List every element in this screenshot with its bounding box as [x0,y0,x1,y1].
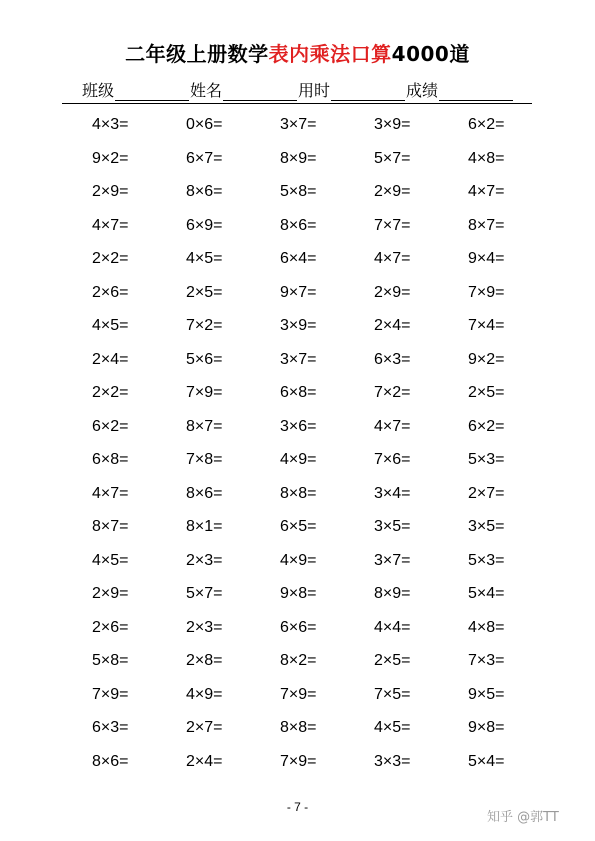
problem-item: 9×5= [468,685,505,703]
problem-item: 3×5= [374,518,411,535]
problem-item: 8×7= [468,216,505,234]
problem-item: 5×7= [186,585,223,602]
problem-item: 9×4= [468,250,505,267]
page-title [0,38,595,67]
score-blank[interactable] [439,86,513,101]
problem-item: 3×9= [374,116,411,133]
watermark: 知乎 @郭TT [487,810,559,825]
problem-item: 7×3= [468,652,505,669]
problem-item: 8×6= [280,216,317,234]
problem-item: 4×5= [374,719,411,736]
problem-item: 3×3= [374,752,411,770]
problem-item: 3×9= [280,317,317,334]
problem-item: 4×9= [186,685,223,703]
problem-item: 5×6= [186,350,223,368]
problem-item: 2×8= [186,652,223,669]
problem-item: 6×7= [186,149,223,167]
problem-item: 2×2= [92,250,129,267]
title-highlight: 表内乘法口算 [268,42,392,66]
problem-item: 3×4= [374,484,411,502]
problem-item: 6×8= [280,384,317,401]
problem-item: 0×6= [186,116,223,133]
problem-item: 8×6= [186,484,223,502]
problem-item: 9×2= [92,149,129,167]
problem-item: 7×9= [280,752,317,770]
problem-item: 7×8= [186,451,223,468]
problem-item: 8×6= [186,183,223,200]
problem-item: 8×8= [280,719,317,736]
problem-item: 8×6= [92,752,129,770]
problem-item: 2×9= [92,183,129,200]
problem-item: 5×4= [468,585,505,602]
time-blank[interactable] [331,86,405,101]
problem-item: 7×5= [374,685,411,703]
problem-item: 2×4= [186,752,223,770]
header-divider [62,103,532,104]
problem-item: 3×6= [280,417,317,435]
problem-item: 6×5= [280,518,317,535]
problem-item: 2×7= [468,484,505,502]
problem-item: 8×8= [280,484,317,502]
problem-item: 7×2= [374,384,411,401]
problem-item: 4×5= [92,317,129,334]
title-prefix: 二年级上册数学 [125,42,269,66]
problem-item: 2×5= [374,652,411,669]
problem-item: 4×8= [468,618,505,636]
title-suffix: 4000道 [391,42,470,66]
problem-item: 2×9= [374,283,411,301]
problem-item: 8×1= [186,518,223,535]
problem-item: 3×7= [280,116,317,133]
problem-item: 4×7= [374,250,411,267]
name-label: 姓名 [190,81,223,100]
problem-item: 7×7= [374,216,411,234]
problem-item: 2×5= [468,384,505,401]
problem-item: 2×5= [186,283,223,301]
problem-item: 6×8= [92,451,129,468]
score-label: 成绩 [406,81,439,100]
problem-item: 8×7= [92,518,129,535]
problem-item: 3×7= [280,350,317,368]
problem-item: 5×4= [468,752,505,770]
problem-item: 9×2= [468,350,505,368]
problem-item: 6×3= [374,350,411,368]
problem-item: 5×7= [374,149,411,167]
problem-item: 2×9= [374,183,411,200]
problem-item: 3×7= [374,551,411,569]
name-blank[interactable] [223,86,297,101]
problem-item: 5×8= [280,183,317,200]
problem-item: 8×7= [186,417,223,435]
problem-item: 2×6= [92,618,129,636]
problem-item: 4×5= [92,551,129,569]
problem-item: 4×7= [92,484,129,502]
problem-item: 6×4= [280,250,317,267]
problem-item: 5×3= [468,451,505,468]
problem-item: 4×8= [468,149,505,167]
problem-item: 6×2= [468,116,505,133]
problem-item: 7×6= [374,451,411,468]
problem-item: 6×9= [186,216,223,234]
problem-item: 7×9= [186,384,223,401]
problem-item: 4×9= [280,451,317,468]
problem-item: 2×4= [374,317,411,334]
problem-item: 2×6= [92,283,129,301]
problem-item: 4×4= [374,618,411,636]
problem-item: 9×7= [280,283,317,301]
problem-item: 2×4= [92,350,129,368]
problem-item: 8×2= [280,652,317,669]
problem-item: 6×6= [280,618,317,636]
problem-item: 4×9= [280,551,317,569]
problem-item: 9×8= [468,719,505,736]
problem-item: 2×9= [92,585,129,602]
problem-item: 2×3= [186,551,223,569]
problem-item: 3×5= [468,518,505,535]
page-number: - 7 - [286,800,309,814]
problem-item: 5×8= [92,652,129,669]
class-label: 班级 [82,81,115,100]
problem-item: 2×7= [186,719,223,736]
problem-item: 5×3= [468,551,505,569]
problem-item: 2×2= [92,384,129,401]
problem-grid [82,114,552,784]
student-info-line [82,78,532,101]
problem-item: 4×5= [186,250,223,267]
problem-item: 4×7= [374,417,411,435]
class-blank[interactable] [115,86,189,101]
problem-item: 6×2= [468,417,505,435]
time-label: 用时 [298,81,331,100]
problem-item: 7×9= [92,685,129,703]
problem-item: 2×3= [186,618,223,636]
problem-item: 4×7= [92,216,129,234]
problem-item: 7×9= [280,685,317,703]
problem-item: 6×2= [92,417,129,435]
problem-item: 4×7= [468,183,505,200]
problem-item: 4×3= [92,116,129,133]
problem-item: 7×4= [468,317,505,334]
problem-item: 8×9= [280,149,317,167]
problem-item: 9×8= [280,585,317,602]
problem-item: 6×3= [92,719,129,736]
problem-item: 8×9= [374,585,411,602]
problem-item: 7×2= [186,317,223,334]
problem-item: 7×9= [468,283,505,301]
